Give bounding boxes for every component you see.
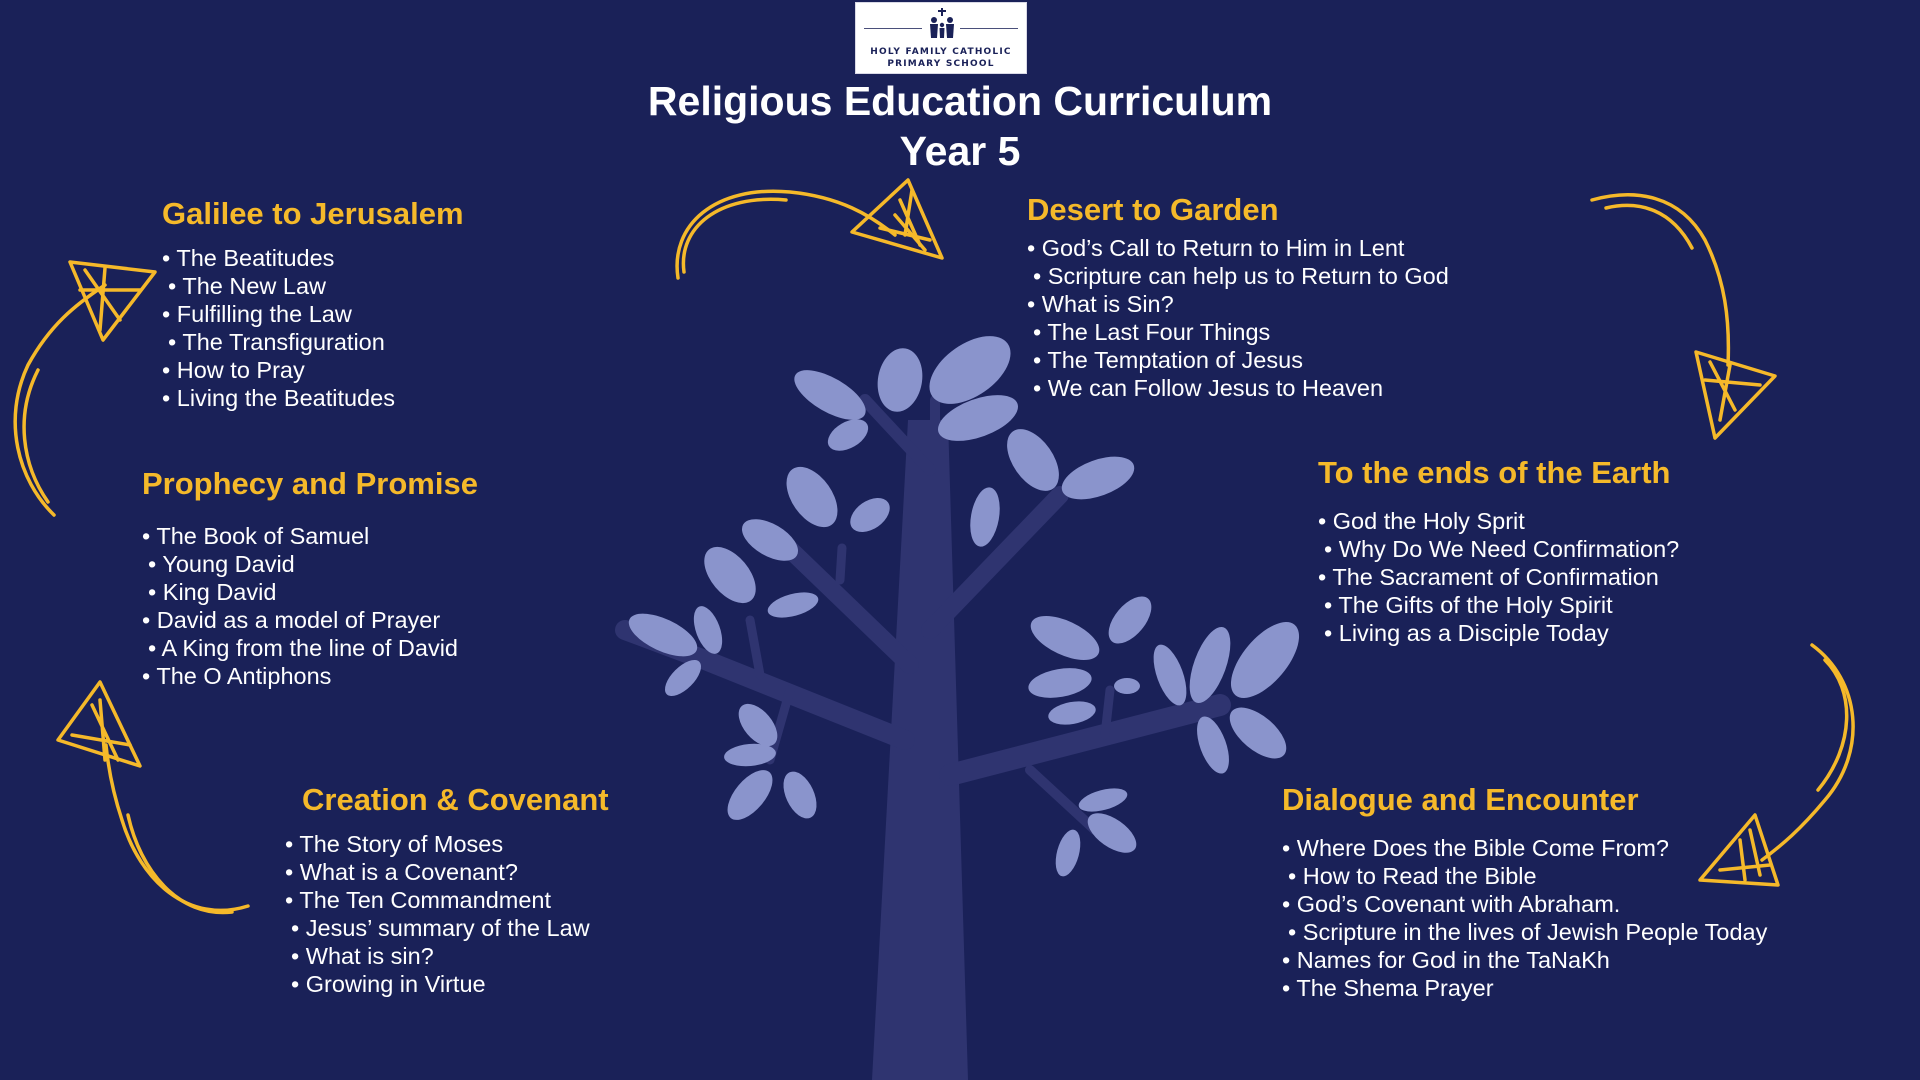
section-to-the-ends-of-the-earth [1318, 455, 1679, 647]
list-item: • The Shema Prayer [1282, 975, 1494, 1001]
list-item: • The Gifts of the Holy Spirit [1324, 592, 1613, 618]
list-item: • How to Pray [162, 357, 305, 383]
holy-family-icon [924, 8, 960, 42]
list-item: • Scripture in the lives of Jewish People Today [1288, 919, 1768, 945]
topic-list [142, 522, 478, 690]
topic-list [285, 830, 609, 998]
section-heading: Creation & Covenant [302, 782, 609, 817]
section-dialogue-and-encounter [1282, 782, 1767, 1002]
section-heading: Desert to Garden [1027, 192, 1279, 227]
section-heading: Prophecy and Promise [142, 466, 478, 501]
section-prophecy-and-promise [142, 466, 478, 690]
topic-list [162, 244, 464, 412]
arrow-top-center [677, 180, 942, 278]
logo-rule-left [864, 28, 922, 29]
page-title: Religious Education Curriculum [647, 78, 1273, 124]
section-creation-and-covenant [285, 782, 609, 998]
school-name [856, 46, 1026, 70]
list-item: • The Temptation of Jesus [1033, 347, 1303, 373]
arrow-bottom-left [58, 682, 248, 913]
list-item: • The New Law [168, 273, 327, 299]
list-item: • The Beatitudes [162, 245, 335, 271]
list-item: • God the Holy Sprit [1318, 508, 1525, 534]
list-item: • Where Does the Bible Come From? [1282, 835, 1669, 861]
list-item: • The Ten Commandment [285, 887, 552, 913]
list-item: • The O Antiphons [142, 663, 332, 689]
list-item: • Growing in Virtue [291, 971, 486, 997]
school-logo [855, 2, 1027, 74]
tree-illustration [623, 322, 1312, 1080]
list-item: • Living as a Disciple Today [1324, 620, 1609, 646]
list-item: • What is a Covenant? [285, 859, 518, 885]
list-item: • Young David [148, 551, 295, 577]
section-galilee-to-jerusalem [162, 196, 464, 412]
list-item: • Why Do We Need Confirmation? [1324, 536, 1680, 562]
list-item: • What is Sin? [1027, 291, 1174, 317]
arrow-top-right [1592, 195, 1775, 438]
list-item: • A King from the line of David [148, 635, 458, 661]
list-item: • Fulfilling the Law [162, 301, 352, 327]
list-item: • The Last Four Things [1033, 319, 1271, 345]
topic-list [1282, 834, 1767, 1002]
arrow-left [15, 262, 155, 515]
list-item: • God’s Covenant with Abraham. [1282, 891, 1621, 917]
list-item: • How to Read the Bible [1288, 863, 1537, 889]
list-item: • The Transfiguration [168, 329, 385, 355]
list-item: • We can Follow Jesus to Heaven [1033, 375, 1384, 401]
logo-rule-right [960, 28, 1018, 29]
list-item: • David as a model of Prayer [142, 607, 441, 633]
list-item: • The Book of Samuel [142, 523, 370, 549]
list-item: • Living the Beatitudes [162, 385, 395, 411]
topic-list [1318, 507, 1679, 647]
school-name-line2: PRIMARY SCHOOL [887, 59, 995, 69]
list-item: • God’s Call to Return to Him in Lent [1027, 235, 1405, 261]
list-item: • Scripture can help us to Return to God [1033, 263, 1449, 289]
school-name-line1: HOLY FAMILY CATHOLIC [870, 47, 1012, 57]
list-item: • Names for God in the TaNaKh [1282, 947, 1610, 973]
section-desert-to-garden [1027, 192, 1449, 402]
list-item: • The Sacrament of Confirmation [1318, 564, 1659, 590]
section-heading: Dialogue and Encounter [1282, 782, 1639, 817]
list-item: • What is sin? [291, 943, 434, 969]
list-item: • Jesus’ summary of the Law [291, 915, 590, 941]
section-heading: Galilee to Jerusalem [162, 196, 464, 231]
list-item: • The Story of Moses [285, 831, 504, 857]
section-heading: To the ends of the Earth [1318, 455, 1671, 490]
page-subtitle-year: Year 5 [899, 128, 1021, 174]
list-item: • King David [148, 579, 277, 605]
topic-list [1027, 234, 1449, 402]
